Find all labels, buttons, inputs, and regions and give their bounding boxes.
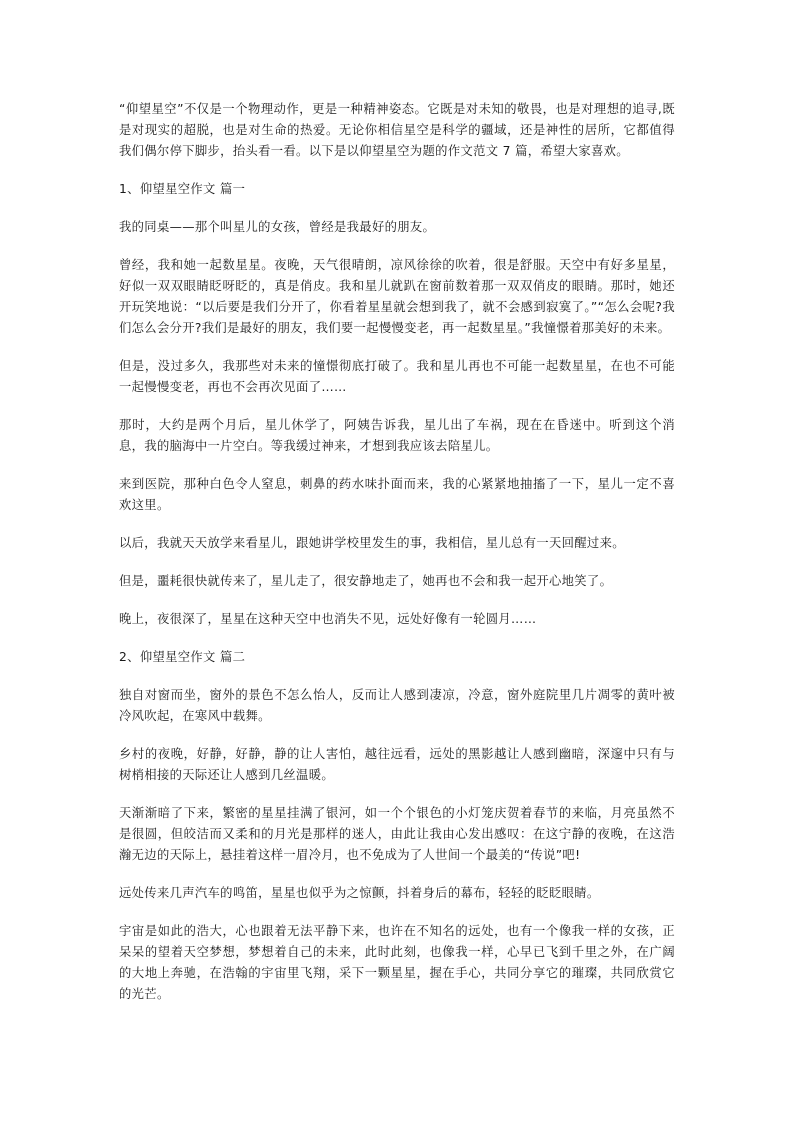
section-heading-1: 1、仰望星空作文 篇一 — [119, 182, 246, 196]
paragraph: 那时，大约是两个月后，星儿休学了，阿姨告诉我，星儿出了车祸，现在在昏迷中。听到这个消息，我的脑海中一片空白。等我缓过神来，才想到我应该去陪星儿。 — [119, 418, 675, 453]
paragraph: 但是，噩耗很快就传来了，星儿走了，很安静地走了，她再也不会和我一起开心地笑了。 — [119, 574, 613, 588]
paragraph: 独自对窗而坐，窗外的景色不怎么怡人，反而让人感到凄凉，冷意，窗外庭院里几片凋零的黄叶被冷风吹起，在寒风中载舞。 — [119, 688, 675, 723]
paragraph: 来到医院，那种白色令人窒息，刺鼻的药水味扑面而来，我的心紧紧地抽搐了一下，星儿一定不喜欢这里。 — [119, 477, 675, 512]
paragraph: 宇宙是如此的浩大，心也跟着无法平静下来，也许在不知名的远处，也有一个像我一样的女孩，正呆呆的望着天空梦想，梦想着自己的未来，此时此刻，也像我一样，心早已飞到千里之外，在广阔的大地上奔驰，在浩翰的宇宙里飞翔，采下一颗星星，握在手心，共同分享它的璀璨，共同欣赏它的光芒。 — [119, 924, 675, 1001]
paragraph: 以后，我就天天放学来看星儿，跟她讲学校里发生的事，我相信，星儿总有一天回醒过来。 — [119, 536, 625, 550]
paragraph: 我的同桌——那个叫星儿的女孩，曾经是我最好的朋友。 — [119, 220, 436, 234]
paragraph: 远处传来几声汽车的鸣笛，星星也似乎为之惊颤，抖着身后的幕布，轻轻的眨眨眼睛。 — [119, 886, 600, 900]
paragraph: 曾经，我和她一起数星星。夜晚，天气很晴朗，凉风徐徐的吹着，很是舒服。天空中有好多星星，好似一双双眼睛眨呀眨的，真是俏皮。我和星儿就趴在窗前数着那一双双俏皮的眼睛。那时，她还开玩笑地说：“以后要是我们分开了，你看着星星就会想到我了，就不会感到寂寞了。”“怎么会呢?我们怎么会分开?我们是最好的朋友，我们要一起慢慢变老，再一起数星星。”我憧憬着那美好的未来。 — [119, 258, 675, 335]
paragraph: 天渐渐暗了下来，繁密的星星挂满了银河，如一个个银色的小灯笼庆贺着春节的来临，月亮虽然不是很圆，但皎洁而又柔和的月光是那样的迷人，由此让我由心发出感叹：在这宁静的夜晚，在这浩瀚无边的天际上，悬挂着这样一眉冷月，也不免成为了人世间一个最美的“传说”吧! — [119, 806, 675, 862]
paragraph: 晚上，夜很深了，星星在这种天空中也消失不见，远处好像有一轮圆月…… — [119, 612, 537, 626]
paragraph: 乡村的夜晚，好静，好静，静的让人害怕，越往远看，远处的黑影越让人感到幽暗，深邃中只有与树梢相接的天际还让人感到几丝温暖。 — [119, 747, 675, 782]
intro-paragraph: “仰望星空”不仅是一个物理动作，更是一种精神姿态。它既是对未知的敬畏，也是对理想的追寻,既是对现实的超脱，也是对生命的热爱。无论你相信星空是科学的疆域，还是神性的居所，它都值得我们偶尔停下脚步，抬头看一看。以下是以仰望星空为题的作文范文 7 篇，希望大家喜欢。 — [119, 102, 675, 158]
paragraph: 但是，没过多久，我那些对未来的憧憬彻底打破了。我和星儿再也不可能一起数星星，在也不可能一起慢慢变老，再也不会再次见面了…… — [119, 359, 675, 394]
section-heading-2: 2、仰望星空作文 篇二 — [119, 650, 246, 664]
article-body — [119, 99, 675, 1022]
